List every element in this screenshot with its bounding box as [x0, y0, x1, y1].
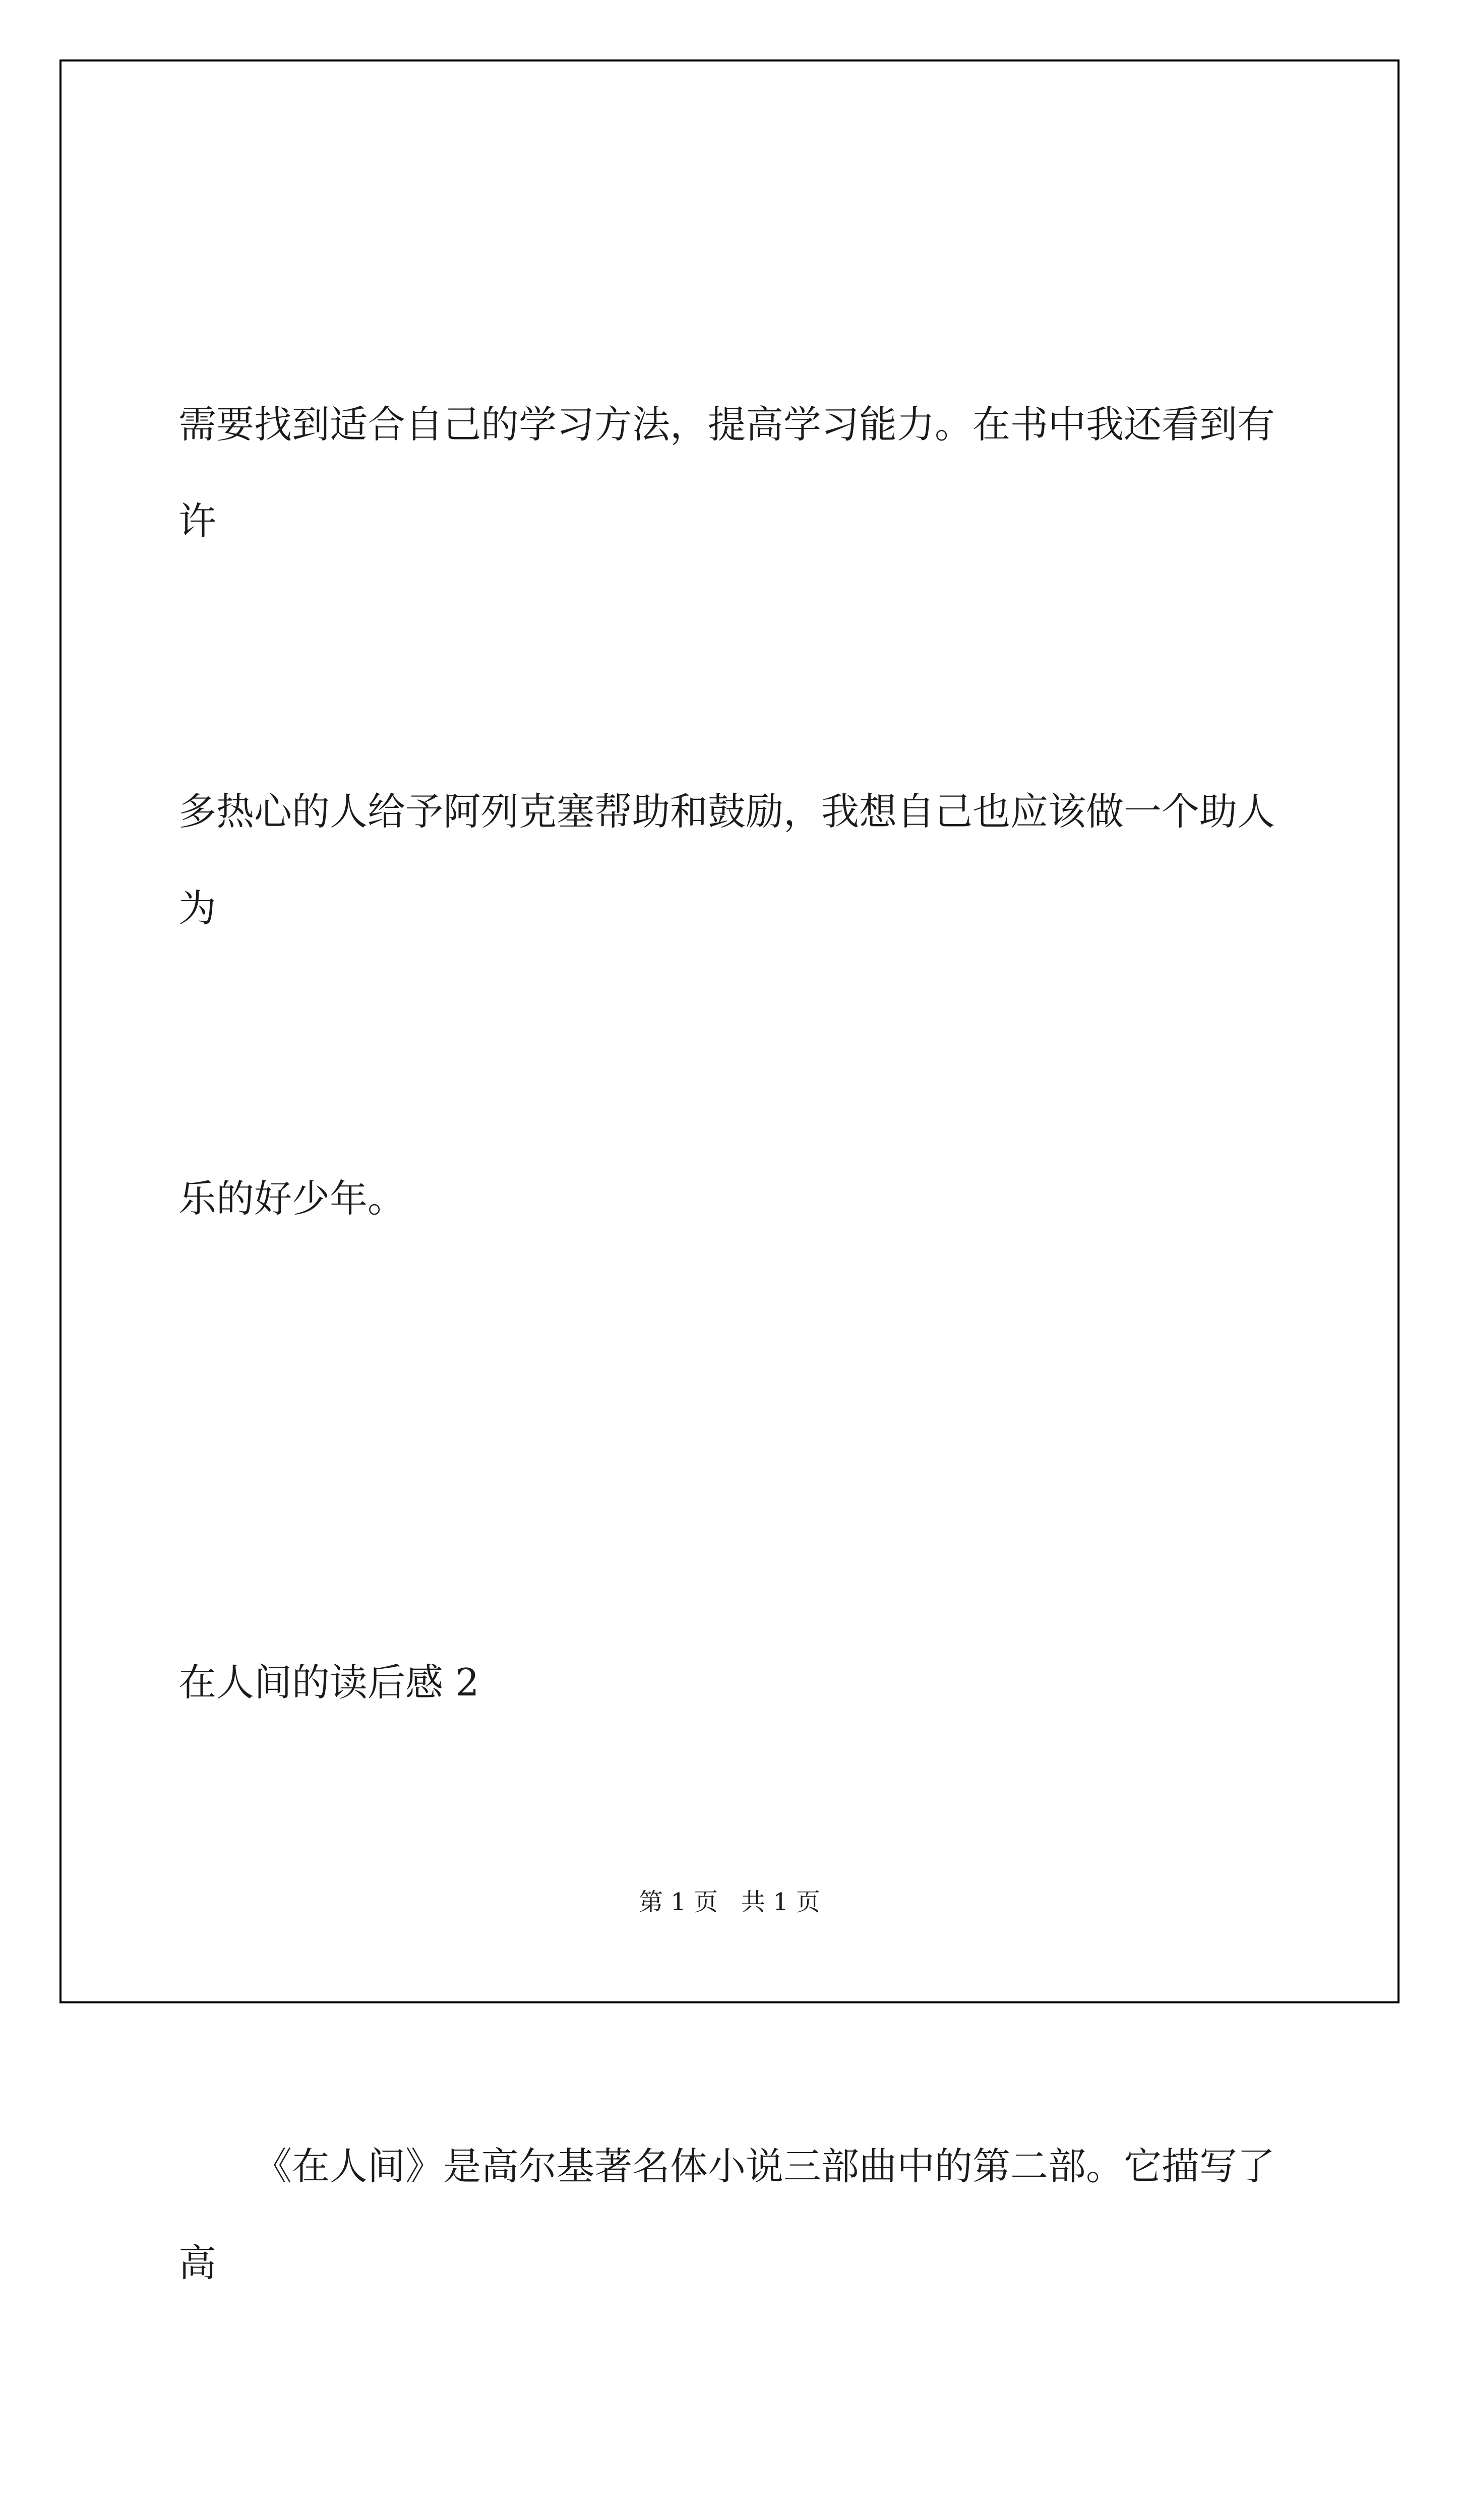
paragraph	[178, 182, 1288, 1440]
text-line: 在人间的读后感 2	[178, 1660, 479, 1705]
document-body	[178, 182, 1288, 2520]
text-line: 多热心的人给予阿列克塞帮助和鼓励，我想自己也应该做一个助人为	[178, 789, 1275, 930]
text-line: 《在人间》是高尔基著名体小说三部曲中的第二部。它描写了高	[178, 2144, 1275, 2285]
text-line	[178, 2505, 1288, 2520]
section-heading	[178, 1440, 1288, 1924]
page-number-footer: 第 1 页 共 1 页	[639, 1888, 820, 1916]
text-line: 需要找到适合自己的学习方法，提高学习能力。在书中我还看到有许	[178, 402, 1275, 543]
paragraph	[178, 1924, 1288, 2520]
text-line: 乐的好少年。	[178, 1176, 406, 1221]
